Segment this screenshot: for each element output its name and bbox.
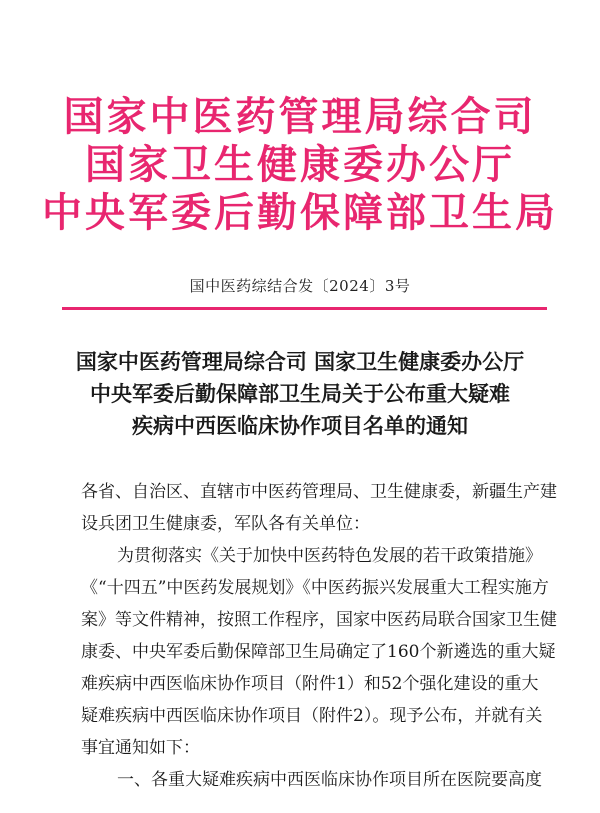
title-line-3: 疾病中西医临床协作项目名单的通知	[132, 413, 468, 438]
body-line-4: 《“十四五”中医药发展规划》《中医药振兴发展重大工程实施方	[81, 578, 549, 598]
issuer-line-1: 国家中医药管理局综合司	[63, 93, 537, 140]
body-line-10: 一、各重大疑难疾病中西医临床协作项目所在医院要高度	[117, 770, 542, 790]
body-line-8: 疑难疾病中西医临床协作项目（附件2）。现予公布，并就有关	[81, 706, 543, 726]
body-line-5: 案》等文件精神，按照工作程序，国家中医药局联合国家卫生健	[81, 610, 557, 630]
title-line-2: 中央军委后勤保障部卫生局关于公布重大疑难	[90, 381, 510, 406]
body-line-1: 各省、自治区、直辖市中医药管理局、卫生健康委，新疆生产建	[81, 482, 557, 502]
body-line-6: 康委、中央军委后勤保障部卫生局确定了160个新遴选的重大疑	[81, 642, 556, 662]
issuer-line-3: 中央军委后勤保障部卫生局	[42, 189, 558, 236]
document-number: 国中医药综结合发〔2024〕3号	[189, 277, 411, 295]
body-line-3: 为贯彻落实《关于加快中医药特色发展的若干政策措施》	[117, 546, 542, 566]
body-line-7: 难疾病中西医临床协作项目（附件1）和52个强化建设的重大	[81, 674, 539, 694]
title-line-1: 国家中医药管理局综合司 国家卫生健康委办公厅	[75, 349, 525, 374]
red-divider-rule	[62, 307, 547, 310]
body-line-2: 设兵团卫生健康委，军队各有关单位：	[81, 514, 370, 534]
issuer-line-2: 国家卫生健康委办公厅	[85, 141, 515, 188]
body-line-9: 事宜通知如下：	[81, 738, 200, 758]
